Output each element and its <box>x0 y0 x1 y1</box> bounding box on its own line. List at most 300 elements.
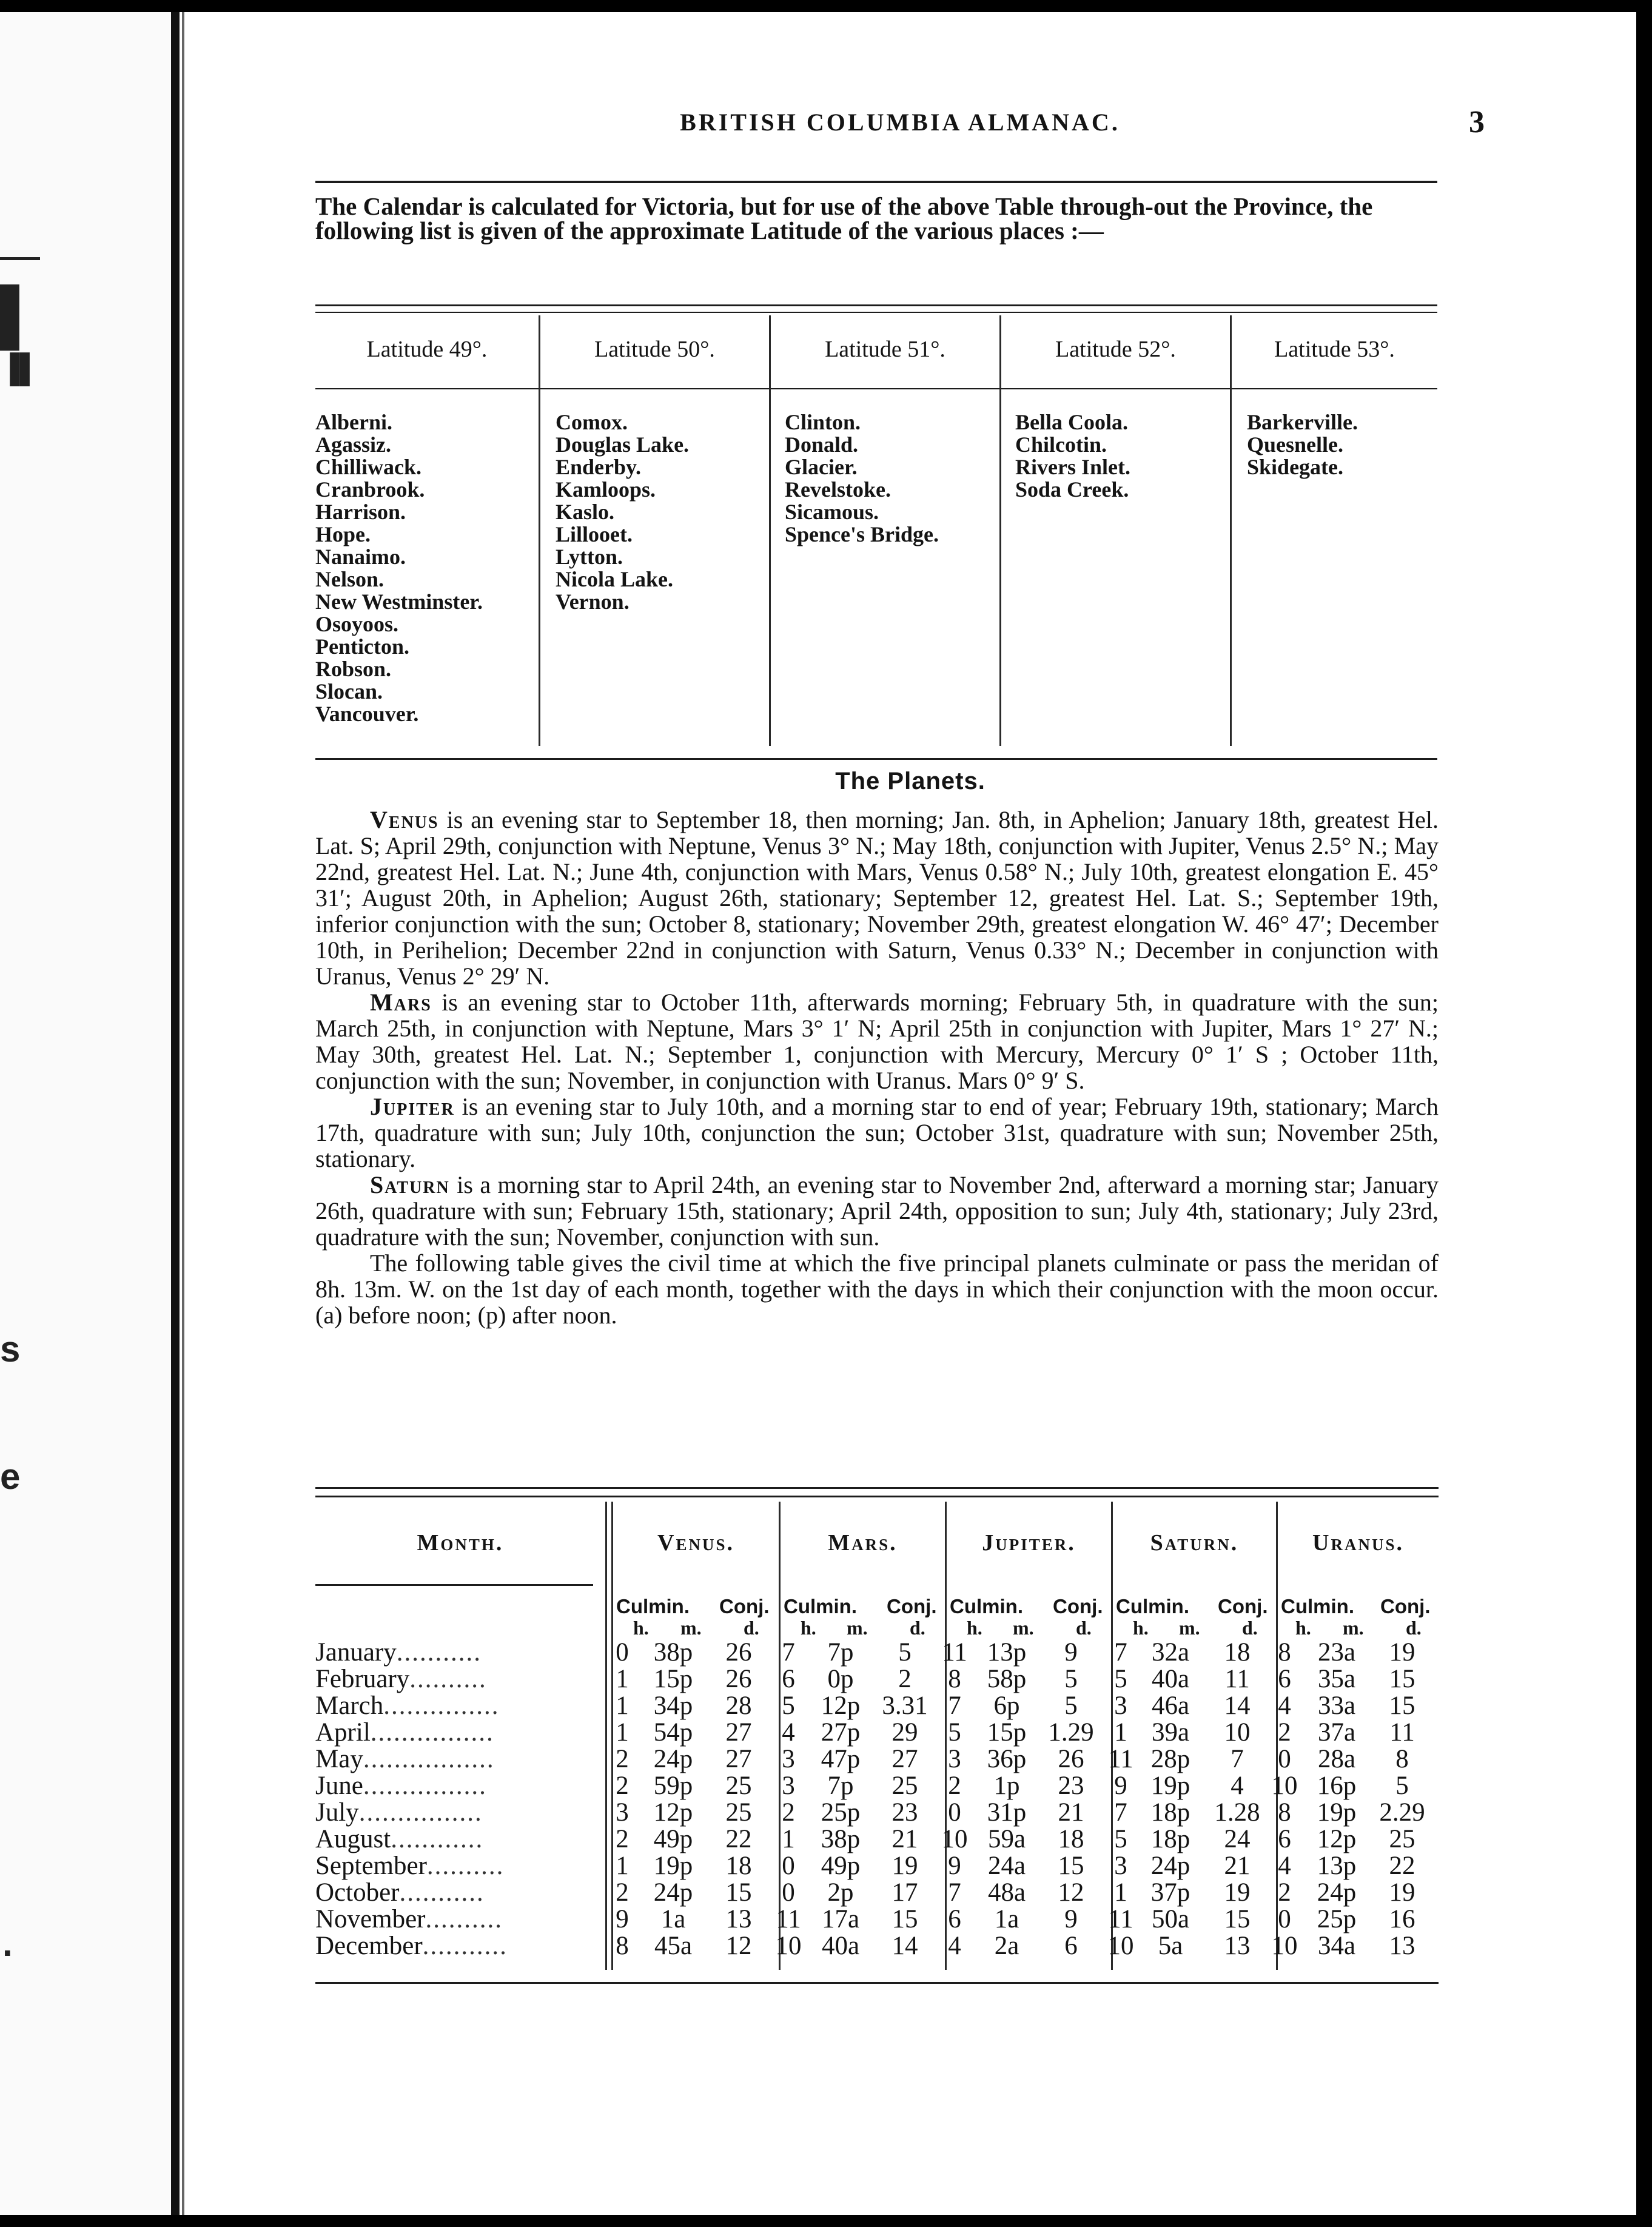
almanac-page <box>184 12 1636 2215</box>
month-label <box>315 1691 606 1721</box>
month-label <box>315 1771 606 1801</box>
culmination-minute-cell: 7p <box>827 1638 854 1667</box>
culmination-hour-cell: 2 <box>1278 1878 1291 1907</box>
planets-description <box>315 807 1439 1328</box>
bleed-through-letter: . <box>2 1923 13 1964</box>
culmination-minute-cell: 13p <box>1317 1852 1357 1880</box>
culmination-hour-cell: 1 <box>616 1691 629 1720</box>
month-label <box>315 1638 606 1667</box>
planet-table-top-rule <box>315 1487 1439 1489</box>
conjunction-day-cell: 23 <box>1058 1772 1084 1800</box>
conjunction-day-cell: 19 <box>1224 1878 1251 1907</box>
place-name: Comox. <box>556 410 628 434</box>
paragraph-saturn <box>315 1172 1439 1250</box>
scan-border-bottom <box>0 2215 1652 2227</box>
hours-subheading: h. <box>633 1617 649 1639</box>
conjunction-day-cell: 26 <box>725 1638 752 1667</box>
culmination-hour-cell: 3 <box>782 1745 795 1773</box>
culmination-hour-cell: 4 <box>948 1932 961 1960</box>
conjunction-day-cell: 3.31 <box>882 1691 928 1720</box>
culmination-hour-cell: 11 <box>776 1905 801 1933</box>
conjunction-day-cell: 21 <box>1224 1852 1251 1880</box>
culmination-minute-cell: 19p <box>1317 1798 1357 1827</box>
place-name: Skidegate. <box>1247 455 1344 479</box>
culmination-minute-cell: 1a <box>994 1905 1019 1933</box>
place-name: Quesnelle. <box>1247 432 1343 457</box>
month-label <box>315 1664 606 1694</box>
month-column-heading: Month. <box>417 1530 504 1556</box>
culmination-minute-cell: 45a <box>654 1932 693 1960</box>
leader-dots: ................ <box>363 1772 487 1800</box>
culmination-minute-cell: 12p <box>821 1691 861 1720</box>
conjunction-day-cell: 2.29 <box>1379 1798 1425 1827</box>
table-row <box>315 1824 1443 1851</box>
place-name: Lytton. <box>556 545 623 569</box>
latitude-table-bottom-rule <box>315 758 1437 760</box>
planet-table-top-rule <box>315 1496 1439 1497</box>
hours-subheading: h. <box>1133 1617 1149 1639</box>
place-name: Spence's Bridge. <box>785 522 939 546</box>
table-row <box>315 1718 1443 1747</box>
conjunction-day-cell: 22 <box>1389 1852 1415 1880</box>
conjunction-day-cell: 4 <box>1231 1772 1244 1800</box>
planet-name: Saturn <box>370 1171 450 1198</box>
intro-paragraph: The Calendar is calculated for Victoria, but for use of the above Table through-out the Province, the following list is given of the approximate Latitude of the various places :— <box>315 192 1373 244</box>
culmination-minute-cell: 28p <box>1150 1745 1190 1773</box>
place-name: Rivers Inlet. <box>1015 455 1130 479</box>
culmination-hour-cell: 7 <box>1114 1798 1127 1827</box>
month-name: May <box>315 1745 363 1773</box>
culmination-minute-cell: 37p <box>1150 1878 1190 1907</box>
culmination-hour-cell: 5 <box>782 1691 795 1720</box>
hours-subheading: h. <box>1295 1617 1311 1639</box>
conjunction-day-cell: 25 <box>891 1772 918 1800</box>
culmination-minute-cell: 33a <box>1317 1691 1356 1720</box>
conjunction-day-cell: 26 <box>1058 1745 1084 1773</box>
culmination-minute-cell: 7p <box>827 1772 854 1800</box>
place-name: Penticton. <box>315 634 409 659</box>
minutes-subheading: m. <box>680 1617 702 1639</box>
culmination-minute-cell: 49p <box>821 1852 861 1880</box>
latitude-place-list <box>1015 411 1130 501</box>
culmination-hour-cell: 3 <box>1114 1691 1127 1720</box>
place-name: Bella Coola. <box>1015 410 1128 434</box>
conjunction-day-cell: 19 <box>1389 1878 1415 1907</box>
conjunction-day-cell: 17 <box>891 1878 918 1907</box>
conj-subheading: Conj. <box>1218 1595 1268 1617</box>
culmination-hour-cell: 7 <box>948 1691 961 1720</box>
conjunction-day-cell: 9 <box>1064 1905 1078 1933</box>
culmination-hour-cell: 7 <box>1114 1638 1127 1667</box>
paragraph-text: is an evening star to October 11th, afterwards morning; February 5th, in quadrature with the sun; March 25th, in conjunction with Neptune, Mars 3° 1′ N; April 25th in conjunction with Jupiter, Mars 1° 27′ N.; May 30th, greatest Hel. Lat. N.; September 1, conjunction with Mercury, Mercury 0° 1′ S ; October 11th, conjunction with the sun; November, in conjunction with Uranus. Mars 0° 9′ S. <box>315 989 1439 1094</box>
conjunction-day-cell: 2 <box>898 1665 912 1693</box>
culmination-hour-cell: 2 <box>782 1798 795 1827</box>
place-name: Osoyoos. <box>315 612 399 636</box>
culmination-minute-cell: 18p <box>1150 1798 1190 1827</box>
conjunction-day-cell: 26 <box>725 1665 752 1693</box>
conjunction-day-cell: 15 <box>1389 1691 1415 1720</box>
culmination-minute-cell: 25p <box>1317 1905 1357 1933</box>
culmination-minute-cell: 36p <box>987 1745 1027 1773</box>
month-label <box>315 1878 606 1907</box>
culmination-hour-cell: 8 <box>1278 1638 1291 1667</box>
culmination-minute-cell: 24p <box>653 1878 693 1907</box>
days-subheading: d. <box>1242 1617 1258 1639</box>
table-row <box>315 1744 1443 1771</box>
culmination-minute-cell: 16p <box>1317 1772 1357 1800</box>
conjunction-day-cell: 8 <box>1395 1745 1409 1773</box>
leader-dots: ........... <box>422 1932 508 1960</box>
column-divider <box>769 315 771 746</box>
conjunction-day-cell: 5 <box>1064 1665 1078 1693</box>
culmination-hour-cell: 0 <box>782 1878 795 1907</box>
bleed-through-letter: e <box>0 1456 21 1497</box>
paragraph-venus <box>315 807 1439 989</box>
conjunction-day-cell: 9 <box>1064 1638 1078 1667</box>
month-name: March <box>315 1691 384 1720</box>
culmination-hour-cell: 6 <box>948 1905 961 1933</box>
column-divider <box>539 315 540 746</box>
month-label <box>315 1851 606 1881</box>
culmination-hour-cell: 2 <box>948 1772 961 1800</box>
conjunction-day-cell: 21 <box>891 1825 918 1853</box>
place-name: Cranbrook. <box>315 477 425 502</box>
conjunction-day-cell: 13 <box>1389 1932 1415 1960</box>
latitude-place-list <box>315 411 483 725</box>
culmination-hour-cell: 10 <box>1271 1932 1298 1960</box>
conjunction-day-cell: 19 <box>891 1852 918 1880</box>
conjunction-day-cell: 13 <box>1224 1932 1251 1960</box>
paragraph-table-note <box>315 1250 1439 1328</box>
culmination-hour-cell: 10 <box>1107 1932 1134 1960</box>
conjunction-day-cell: 27 <box>725 1745 752 1773</box>
paragraph-text: is an evening star to July 10th, and a morning star to end of year; February 19th, stationary; March 17th, quadrature with sun; July 10th, conjunction the sun; October 31st, quadrature with sun; November 25th, stationary. <box>315 1093 1439 1172</box>
culmination-minute-cell: 23a <box>1317 1638 1356 1667</box>
month-name: August <box>315 1825 391 1853</box>
culmination-minute-cell: 48a <box>987 1878 1026 1907</box>
culmination-hour-cell: 5 <box>1114 1665 1127 1693</box>
planet-name: Venus <box>370 806 439 833</box>
latitude-heading: Latitude 50°. <box>594 337 715 362</box>
table-row <box>315 1851 1443 1878</box>
conjunction-day-cell: 1.28 <box>1214 1798 1260 1827</box>
conjunction-day-cell: 25 <box>1389 1825 1415 1853</box>
culmination-hour-cell: 2 <box>616 1825 629 1853</box>
culmination-hour-cell: 0 <box>782 1852 795 1880</box>
days-subheading: d. <box>744 1617 759 1639</box>
culmination-minute-cell: 18p <box>1150 1825 1190 1853</box>
culmination-hour-cell: 9 <box>948 1852 961 1880</box>
table-row <box>315 1931 1443 1958</box>
culmination-minute-cell: 58p <box>987 1665 1027 1693</box>
conj-subheading: Conj. <box>1380 1595 1431 1617</box>
month-name: April <box>315 1718 371 1747</box>
conjunction-day-cell: 12 <box>725 1932 752 1960</box>
place-name: Glacier. <box>785 455 858 479</box>
planet-column-heading: Mars. <box>828 1530 898 1556</box>
culmination-minute-cell: 2a <box>994 1932 1019 1960</box>
culmination-hour-cell: 0 <box>616 1638 629 1667</box>
leader-dots: ................ <box>358 1798 483 1827</box>
culmination-hour-cell: 6 <box>1278 1825 1291 1853</box>
culmination-minute-cell: 13p <box>987 1638 1027 1667</box>
culmination-hour-cell: 0 <box>1278 1745 1291 1773</box>
month-label <box>315 1718 606 1747</box>
conj-subheading: Conj. <box>719 1595 770 1617</box>
place-name: Agassiz. <box>315 432 391 457</box>
scan-border-top <box>0 0 1652 12</box>
culmination-hour-cell: 0 <box>948 1798 961 1827</box>
latitude-place-list <box>556 411 689 613</box>
culmination-minute-cell: 38p <box>653 1638 693 1667</box>
leader-dots: ................ <box>370 1718 494 1747</box>
conjunction-day-cell: 27 <box>891 1745 918 1773</box>
culmination-minute-cell: 59a <box>987 1825 1026 1853</box>
header-rule <box>315 181 1437 183</box>
place-name: Lillooet. <box>556 522 633 546</box>
conj-subheading: Conj. <box>1053 1595 1103 1617</box>
place-name: Harrison. <box>315 500 406 524</box>
culmination-minute-cell: 39a <box>1151 1718 1190 1747</box>
culmination-minute-cell: 34p <box>653 1691 693 1720</box>
minutes-subheading: m. <box>847 1617 868 1639</box>
leader-dots: .......... <box>426 1852 505 1880</box>
conjunction-day-cell: 15 <box>725 1878 752 1907</box>
paragraph-text: is an evening star to September 18, then morning; Jan. 8th, in Aphelion; January 18th, greatest Hel. Lat. S; April 29th, conjunction with Neptune, Venus 3° N.; May 18th, conjunction with Jupiter, Venus 2.5° N.; May 22nd, greatest Hel. Lat. N.; June 4th, conjunction with Mars, Venus 0.58° N.; July 10th, greatest elongation E. 45° 31′; August 20th, in Aphelion; August 26th, stationary; September 12, greatest Hel. Lat. S.; September 19th, inferior conjunction with the sun; October 8, stationary; November 29th, greatest elongation W. 46° 47′; December 10th, in Perihelion; December 22nd in conjunction with Saturn, Venus 0.33° N.; December in conjunction with Uranus, Venus 2° 29′ N. <box>315 806 1439 990</box>
planet-column-heading: Saturn. <box>1150 1530 1239 1556</box>
month-name: July <box>315 1798 359 1827</box>
paragraph-jupiter <box>315 1093 1439 1172</box>
culmination-minute-cell: 0p <box>827 1665 854 1693</box>
culmination-hour-cell: 3 <box>948 1745 961 1773</box>
place-name: Robson. <box>315 657 392 681</box>
leader-dots: ............... <box>383 1691 500 1720</box>
culmination-hour-cell: 9 <box>616 1905 629 1933</box>
culmination-minute-cell: 6p <box>993 1691 1020 1720</box>
culmination-minute-cell: 24p <box>653 1745 693 1773</box>
conjunction-day-cell: 6 <box>1064 1932 1078 1960</box>
paragraph-text: is a morning star to April 24th, an evening star to November 2nd, afterward a morning star; January 26th, quadrature with sun; February 15th, stationary; April 24th, opposition to sun; July 4th, stationary; July 23rd, quadrature with the sun; November, conjunction with sun. <box>315 1171 1439 1251</box>
days-subheading: d. <box>910 1617 925 1639</box>
column-divider <box>999 315 1001 746</box>
culmination-hour-cell: 7 <box>948 1878 961 1907</box>
culmination-minute-cell: 1p <box>993 1772 1020 1800</box>
month-name: January <box>315 1638 397 1667</box>
running-header: BRITISH COLUMBIA ALMANAC. <box>680 109 1120 136</box>
culmination-hour-cell: 10 <box>775 1932 802 1960</box>
table-row <box>315 1691 1443 1718</box>
conjunction-day-cell: 21 <box>1058 1798 1084 1827</box>
culmination-minute-cell: 32a <box>1151 1638 1190 1667</box>
table-row <box>315 1904 1443 1931</box>
conjunction-day-cell: 25 <box>725 1798 752 1827</box>
culmination-minute-cell: 31p <box>987 1798 1027 1827</box>
culmination-hour-cell: 4 <box>1278 1852 1291 1880</box>
page-number: 3 <box>1469 105 1485 139</box>
culmination-minute-cell: 24a <box>987 1852 1026 1880</box>
culmination-hour-cell: 2 <box>616 1772 629 1800</box>
culmination-minute-cell: 12p <box>653 1798 693 1827</box>
conjunction-day-cell: 11 <box>1224 1665 1250 1693</box>
culmination-minute-cell: 24p <box>1150 1852 1190 1880</box>
culmination-hour-cell: 6 <box>1278 1665 1291 1693</box>
month-name: December <box>315 1932 423 1960</box>
bleed-through-rule <box>0 257 40 260</box>
latitude-table-head-rule <box>315 388 1437 389</box>
place-name: Alberni. <box>315 410 393 434</box>
culmination-hour-cell: 9 <box>1114 1772 1127 1800</box>
month-name: February <box>315 1665 410 1693</box>
culmination-hour-cell: 1 <box>782 1825 795 1853</box>
bleed-through-glyph: ▌ <box>0 286 39 346</box>
culmination-minute-cell: 38p <box>821 1825 861 1853</box>
conjunction-day-cell: 27 <box>725 1718 752 1747</box>
planet-table-bottom-rule <box>315 1982 1439 1984</box>
place-name: Revelstoke. <box>785 477 891 502</box>
hours-subheading: h. <box>801 1617 816 1639</box>
table-row <box>315 1878 1443 1907</box>
month-label <box>315 1931 606 1961</box>
table-row <box>315 1771 1443 1798</box>
conjunction-day-cell: 19 <box>1389 1638 1415 1667</box>
leader-dots: .......... <box>425 1905 503 1933</box>
month-name: September <box>315 1852 427 1880</box>
conjunction-day-cell: 18 <box>1224 1638 1251 1667</box>
place-name: Douglas Lake. <box>556 432 690 457</box>
culmination-hour-cell: 5 <box>1114 1825 1127 1853</box>
planet-name: Mars <box>370 989 432 1016</box>
bleed-through-letter: s <box>0 1329 21 1369</box>
culmination-hour-cell: 10 <box>1271 1772 1298 1800</box>
conjunction-day-cell: 14 <box>891 1932 918 1960</box>
place-name: Slocan. <box>315 679 383 704</box>
culmin-subheading: Culmin. <box>784 1595 857 1617</box>
culmination-hour-cell: 1 <box>1114 1718 1127 1747</box>
leader-dots: ........... <box>399 1878 485 1907</box>
conjunction-day-cell: 22 <box>725 1825 752 1853</box>
culmination-hour-cell: 2 <box>1278 1718 1291 1747</box>
hours-subheading: h. <box>967 1617 982 1639</box>
latitude-heading: Latitude 52°. <box>1055 337 1176 362</box>
place-name: Vancouver. <box>315 702 419 726</box>
culmination-minute-cell: 27p <box>821 1718 861 1747</box>
place-name: Barkerville. <box>1247 410 1358 434</box>
culmination-minute-cell: 34a <box>1317 1932 1356 1960</box>
month-label <box>315 1744 606 1774</box>
culmination-minute-cell: 15p <box>653 1665 693 1693</box>
culmination-hour-cell: 1 <box>616 1852 629 1880</box>
conjunction-day-cell: 10 <box>1224 1718 1251 1747</box>
minutes-subheading: m. <box>1179 1617 1200 1639</box>
conjunction-day-cell: 15 <box>1389 1665 1415 1693</box>
culmination-hour-cell: 5 <box>948 1718 961 1747</box>
culmination-minute-cell: 2p <box>827 1878 854 1907</box>
culmination-minute-cell: 5a <box>1158 1932 1183 1960</box>
planet-column-heading: Venus. <box>657 1530 734 1556</box>
culmination-hour-cell: 1 <box>1114 1878 1127 1907</box>
culmination-minute-cell: 28a <box>1317 1745 1356 1773</box>
culmin-subheading: Culmin. <box>1281 1595 1354 1617</box>
conjunction-day-cell: 7 <box>1231 1745 1244 1773</box>
minutes-subheading: m. <box>1343 1617 1364 1639</box>
column-divider <box>1230 315 1232 746</box>
place-name: Hope. <box>315 522 371 546</box>
page-gutter <box>171 12 180 2215</box>
culmination-minute-cell: 12p <box>1317 1825 1357 1853</box>
culmination-hour-cell: 0 <box>1278 1905 1291 1933</box>
table-row <box>315 1664 1443 1691</box>
place-name: Nelson. <box>315 567 384 591</box>
conjunction-day-cell: 14 <box>1224 1691 1251 1720</box>
latitude-heading: Latitude 51°. <box>825 337 945 362</box>
culmination-hour-cell: 11 <box>942 1638 967 1667</box>
latitude-place-list <box>1247 411 1358 479</box>
conjunction-day-cell: 24 <box>1224 1825 1251 1853</box>
conjunction-day-cell: 1.29 <box>1048 1718 1094 1747</box>
conjunction-day-cell: 13 <box>725 1905 752 1933</box>
culmination-minute-cell: 19p <box>1150 1772 1190 1800</box>
place-name: Sicamous. <box>785 500 879 524</box>
planet-name: Jupiter <box>370 1093 455 1120</box>
culmination-minute-cell: 54p <box>653 1718 693 1747</box>
conjunction-day-cell: 25 <box>725 1772 752 1800</box>
place-name: Vernon. <box>556 590 630 614</box>
culmination-hour-cell: 8 <box>948 1665 961 1693</box>
culmination-hour-cell: 1 <box>616 1718 629 1747</box>
conjunction-day-cell: 23 <box>891 1798 918 1827</box>
culmination-hour-cell: 4 <box>782 1718 795 1747</box>
conjunction-day-cell: 18 <box>725 1852 752 1880</box>
culmination-hour-cell: 8 <box>616 1932 629 1960</box>
culmination-hour-cell: 11 <box>1108 1905 1133 1933</box>
place-name: Nanaimo. <box>315 545 406 569</box>
place-name: Kamloops. <box>556 477 656 502</box>
days-subheading: d. <box>1076 1617 1092 1639</box>
culmination-hour-cell: 8 <box>1278 1798 1291 1827</box>
culmination-hour-cell: 2 <box>616 1878 629 1907</box>
culmination-hour-cell: 11 <box>1108 1745 1133 1773</box>
latitude-heading: Latitude 53°. <box>1274 337 1395 362</box>
leader-dots: .......... <box>409 1665 487 1693</box>
bleed-through-glyph: ▐▌ <box>0 352 40 384</box>
leader-dots: ............ <box>391 1825 484 1853</box>
culmination-hour-cell: 4 <box>1278 1691 1291 1720</box>
culmination-hour-cell: 3 <box>782 1772 795 1800</box>
culmination-hour-cell: 7 <box>782 1638 795 1667</box>
month-head-rule <box>315 1584 593 1586</box>
days-subheading: d. <box>1406 1617 1422 1639</box>
section-heading: The Planets. <box>835 768 985 794</box>
latitude-table-top-rule <box>315 304 1437 306</box>
culmination-minute-cell: 49p <box>653 1825 693 1853</box>
culmination-minute-cell: 25p <box>821 1798 861 1827</box>
culmination-minute-cell: 1a <box>660 1905 686 1933</box>
culmin-subheading: Culmin. <box>1116 1595 1189 1617</box>
place-name: Clinton. <box>785 410 861 434</box>
culmination-hour-cell: 6 <box>782 1665 795 1693</box>
minutes-subheading: m. <box>1013 1617 1034 1639</box>
month-label <box>315 1798 606 1827</box>
place-name: Kaslo. <box>556 500 615 524</box>
conjunction-day-cell: 5 <box>1064 1691 1078 1720</box>
latitude-place-list <box>785 411 939 546</box>
culmination-minute-cell: 40a <box>821 1932 860 1960</box>
culmination-minute-cell: 59p <box>653 1772 693 1800</box>
scan-border-right <box>1636 0 1652 2227</box>
month-name: November <box>315 1905 426 1933</box>
place-name: Enderby. <box>556 455 642 479</box>
conjunction-day-cell: 5 <box>1395 1772 1409 1800</box>
